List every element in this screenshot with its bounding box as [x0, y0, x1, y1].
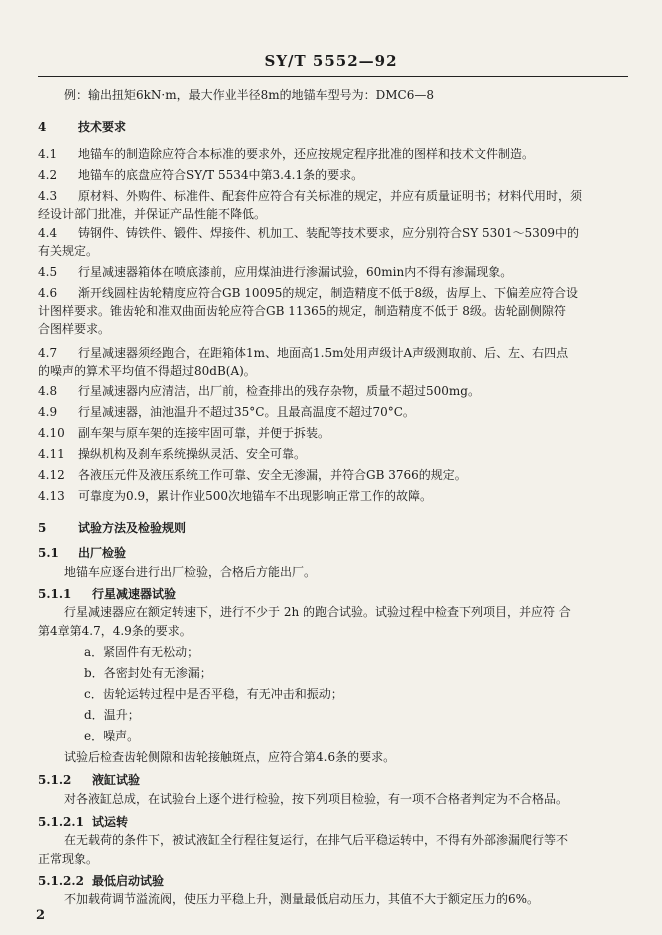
clause-line: [38, 403, 632, 422]
subsection-title: 液缸试验: [92, 773, 141, 787]
paragraph: 不加载荷调节溢流阀，使压力平稳上升，测量最低启动压力，其值不大于额定压力的6%。: [64, 892, 540, 906]
clause-text: 地锚车的制造除应符合本标准的要求外，还应按规定程序批准的图样和技术文件制造。: [78, 147, 535, 161]
clause-number: 4.1: [38, 147, 58, 161]
paragraph-cont: 正常现象。: [38, 852, 99, 866]
clause-line: [38, 284, 632, 303]
list-text: 齿轮运转过程中是否平稳，有无冲击和振动；: [102, 687, 343, 701]
subsection-number: 5.1.1: [38, 587, 72, 601]
list-item: [84, 727, 632, 746]
subsection-number: 5.1.2: [38, 773, 72, 787]
subsection-title: 试运转: [92, 815, 129, 829]
clause-line: [38, 166, 632, 185]
subsection-title: 最低启动试验: [92, 874, 165, 888]
clause-number: 4.10: [38, 426, 65, 440]
clause-number: 4.9: [38, 405, 58, 419]
clause-text: 行星减速器内应清洁，出厂前，检查排出的残存杂物，质量不超过500mg。: [78, 384, 480, 398]
paragraph: 地锚车应逐台进行出厂检验，合格后方能出厂。: [64, 565, 317, 579]
clause-number: 4.11: [38, 447, 65, 461]
clause-text: 地锚车的底盘应符合SY/T 5534中第3.4.1条的要求。: [78, 168, 364, 182]
paragraph: 在无载荷的条件下，被试液缸全行程往复运行，在排气后平稳运转中，不得有外部渗漏爬行等不: [64, 833, 569, 847]
clause-number: 4.2: [38, 168, 58, 182]
clause-text: 行星减速器，油池温升不超过35°C。且最高温度不超过70°C。: [78, 405, 415, 419]
header-rule: [38, 76, 628, 77]
subsection-heading: [38, 544, 632, 563]
clause-text: 可靠度为0.9，累计作业500次地锚车不出现影响正常工作的故障。: [78, 489, 432, 503]
clause-line: [38, 263, 632, 282]
clause-text: 各液压元件及液压系统工作可靠、安全无渗漏，并符合GB 3766的规定。: [78, 468, 467, 482]
section-heading: [38, 519, 632, 538]
clause-line-cont: 计图样要求。锥齿轮和准双曲面齿轮应符合GB 11365的规定，制造精度不低于 8级。齿轮副侧隙符: [38, 304, 566, 318]
clause-text: 行星减速器箱体在喷底漆前，应用煤油进行渗漏试验，60min内不得有渗漏现象。: [78, 265, 513, 279]
section-title: 试验方法及检验规则: [78, 521, 187, 535]
clause-line: [38, 466, 632, 485]
subsection-title: 出厂检验: [78, 546, 127, 560]
section-heading: [38, 118, 632, 137]
paragraph: 行星减速器应在额定转速下，进行不少于 2h 的跑合试验。试验过程中检查下列项目，并应符 合: [64, 605, 571, 619]
subsection-number: 5.1: [38, 546, 59, 560]
section-title: 技术要求: [78, 120, 127, 134]
list-text: 噪声。: [103, 729, 140, 743]
clause-number: 4.12: [38, 468, 65, 482]
clause-line-cont: 有关规定。: [38, 244, 99, 258]
example-line: 例：输出扭矩6kN·m，最大作业半径8m的地锚车型号为：DMC6—8: [64, 88, 434, 102]
clause-text: 副车架与原车架的连接牢固可靠，并便于拆装。: [78, 426, 331, 440]
list-item: [84, 643, 632, 662]
list-text: 温升；: [103, 708, 140, 722]
clause-line: [38, 424, 632, 443]
list-marker: e．: [84, 729, 104, 743]
list-marker: c．: [84, 687, 103, 701]
paragraph: 试验后检查齿轮侧隙和齿轮接触斑点，应符合第4.6条的要求。: [64, 750, 396, 764]
clause-line-cont: 经设计部门批准，并保证产品性能不降低。: [38, 207, 267, 221]
list-text: 各密封处有无渗漏；: [103, 666, 212, 680]
subsection-heading: [38, 872, 632, 891]
clause-number: 4.8: [38, 384, 58, 398]
clause-line: [38, 145, 632, 164]
clause-text: 行星减速器须经跑合，在距箱体1m、地面高1.5m处用声级计A声级测取前、后、左、右四点: [78, 346, 569, 360]
list-text: 紧固件有无松动；: [103, 645, 200, 659]
subsection-title: 行星减速器试验: [92, 587, 177, 601]
clause-number: 4.5: [38, 265, 58, 279]
clause-text: 渐开线圆柱齿轮精度应符合GB 10095的规定，制造精度不低于8级，齿厚上、下偏差应符合设: [78, 286, 579, 300]
clause-number: 4.4: [38, 226, 58, 240]
subsection-number: 5.1.2.2: [38, 874, 84, 888]
clause-line: [38, 344, 632, 363]
standard-number: SY/T 5552—92: [264, 52, 398, 70]
clause-line: [38, 487, 632, 506]
list-item: [84, 685, 632, 704]
paragraph: 对各液缸总成，在试验台上逐个进行检验，按下列项目检验，有一项不合格者判定为不合格品。: [64, 792, 569, 806]
list-item: [84, 706, 632, 725]
clause-line: [38, 382, 632, 401]
clause-line-cont: 的噪声的算术平均值不得超过80dB(A)。: [38, 364, 256, 378]
page-number: 2: [36, 908, 46, 923]
clause-number: 4.3: [38, 189, 58, 203]
subsection-heading: [38, 585, 632, 604]
section-number: 5: [38, 521, 47, 535]
subsection-heading: [38, 813, 632, 832]
paragraph-cont: 第4章第4.7，4.9条的要求。: [38, 624, 192, 638]
subsection-number: 5.1.2.1: [38, 815, 84, 829]
clause-text: 操纵机构及刹车系统操纵灵活、安全可靠。: [78, 447, 307, 461]
clause-number: 4.7: [38, 346, 58, 360]
clause-number: 4.13: [38, 489, 65, 503]
list-marker: b．: [84, 666, 104, 680]
clause-number: 4.6: [38, 286, 58, 300]
list-marker: a．: [84, 645, 104, 659]
clause-text: 铸钢件、铸铁件、锻件、焊接件、机加工、装配等技术要求，应分别符合SY 5301～5309中的: [78, 226, 580, 240]
clause-line: [38, 224, 632, 243]
clause-line: [38, 445, 632, 464]
clause-line-cont: 合图样要求。: [38, 322, 111, 336]
subsection-heading: [38, 771, 632, 790]
list-item: [84, 664, 632, 683]
clause-line: [38, 187, 632, 206]
clause-text: 原材料、外购件、标准件、配套件应符合有关标准的规定，并应有质量证明书；材料代用时，须: [78, 189, 583, 203]
list-marker: d．: [84, 708, 104, 722]
section-number: 4: [38, 120, 47, 134]
